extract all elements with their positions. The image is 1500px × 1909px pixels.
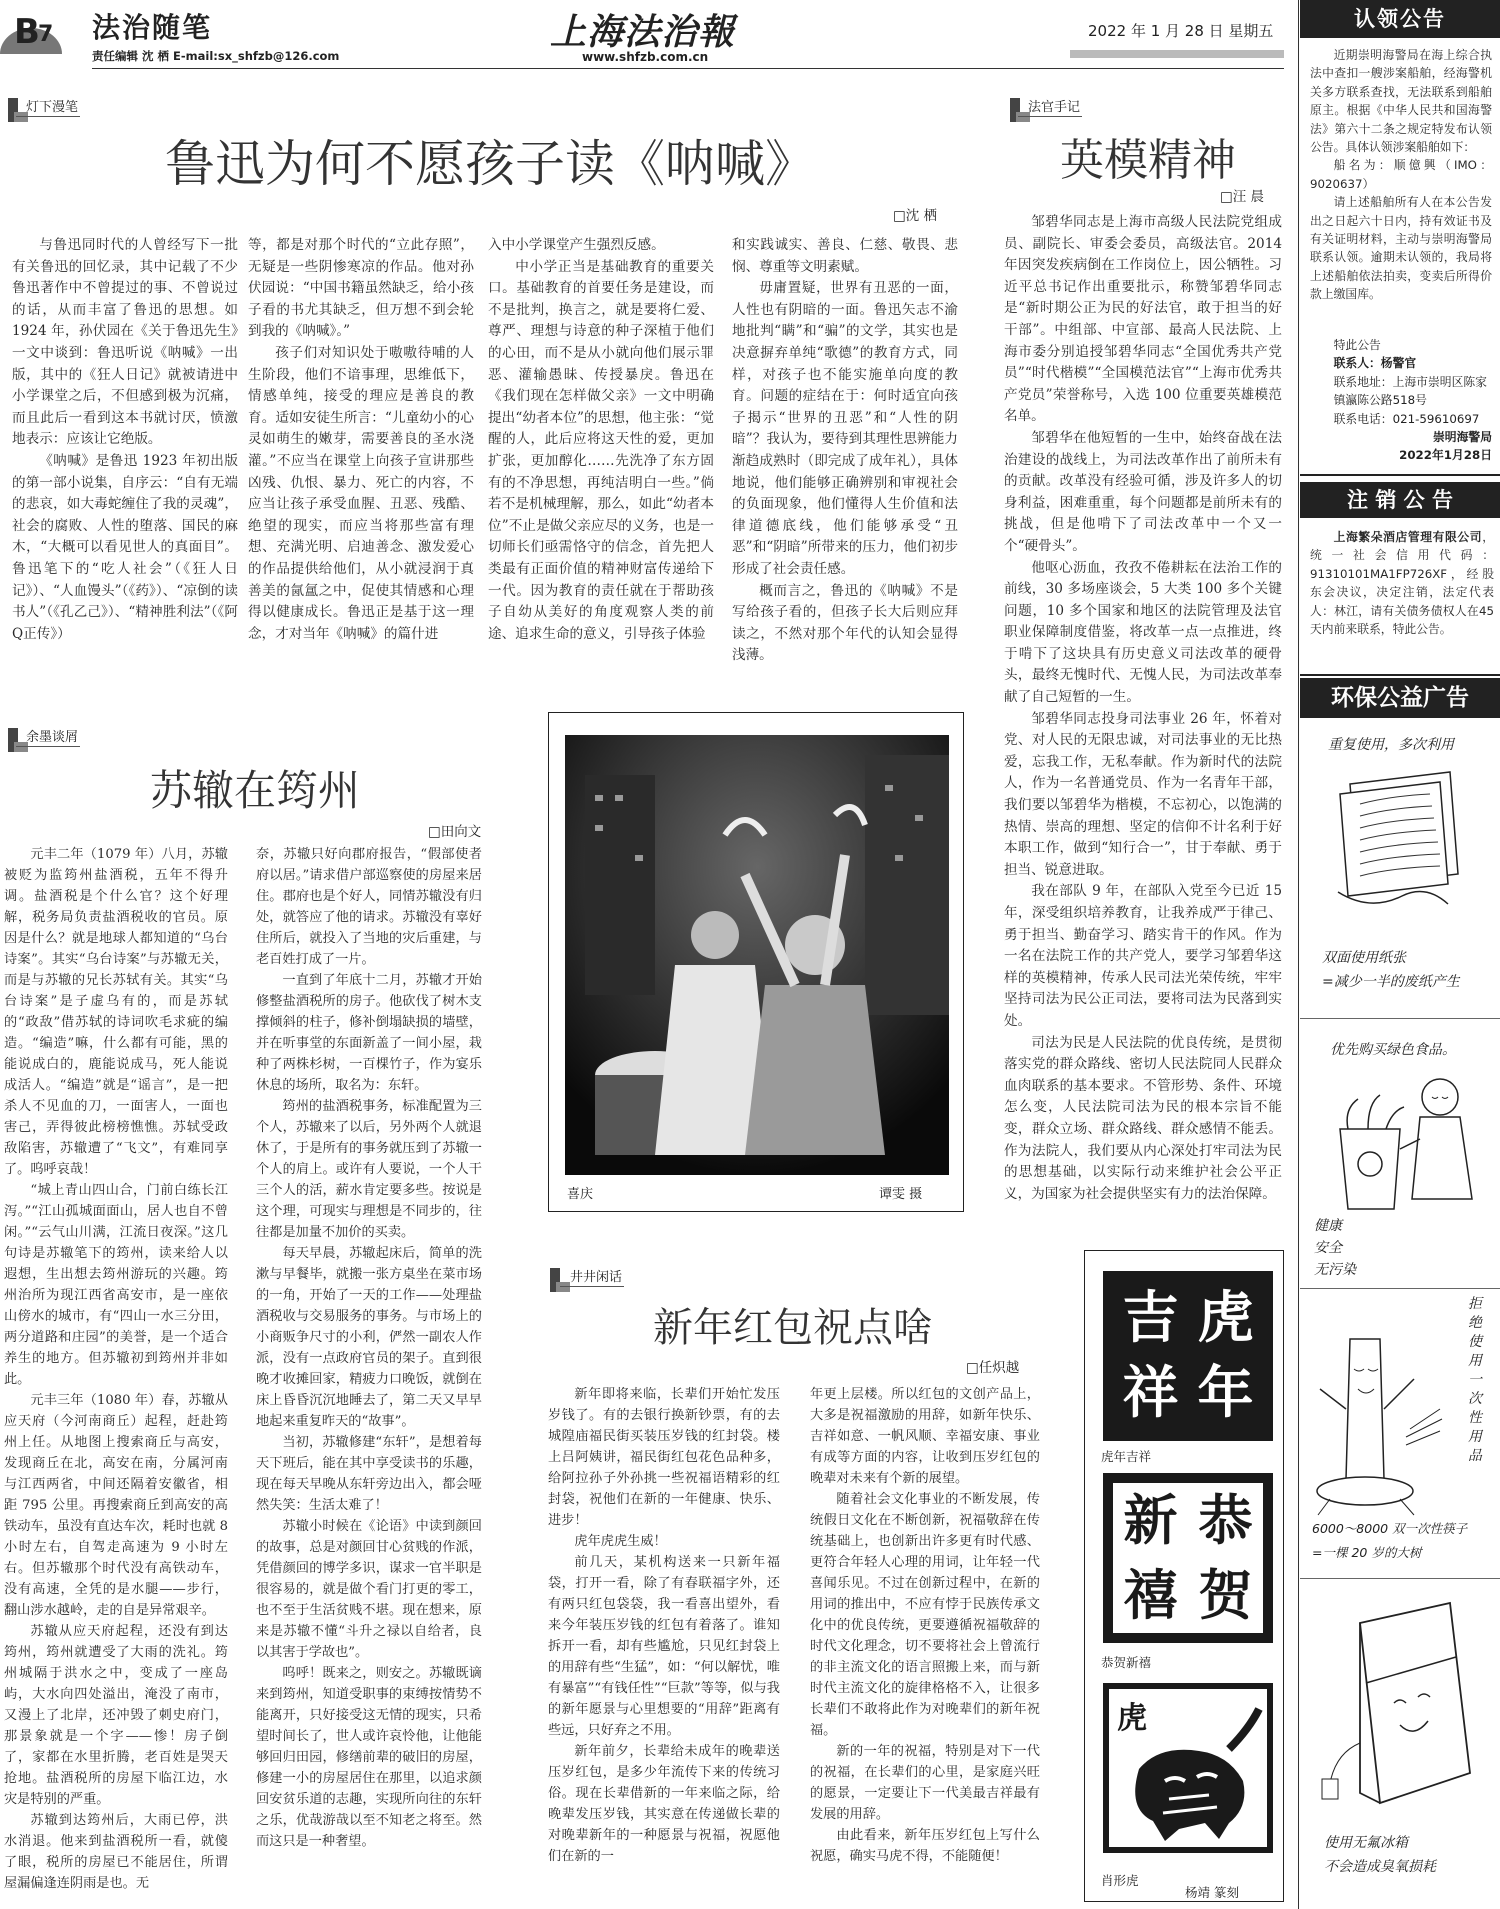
notice-title-bar: 注 销 公 告	[1300, 482, 1500, 518]
shopping-person-icon	[1320, 1069, 1490, 1219]
notice-contact: 特此公告 联系人：杨警官 联系地址：上海市崇明区陈家镇瀛陈公路518号 联系电话：021-59610697 崇明海警局 2022年1月28日	[1333, 338, 1492, 463]
notice-cancel	[1300, 474, 1500, 664]
section-title: 法治随笔	[92, 11, 213, 44]
article-column-1: 元丰二年（1079 年）八月，苏辙被贬为监筠州盐酒税，五年不得升调。盐酒税是个什么官？这个好理解，税务局负责盐酒税收的官员。原因是什么？就是地球人都知道的“乌台诗案”。其实“乌台诗案”与苏辙无关，而是与苏辙的兄长苏轼有关。其实“乌台诗案”是子虚乌有的，而是苏轼的“政敌”借苏轼的诗词吹毛求疵的编造。“编造”嘛，什么都有可能，黑的能说成白的，鹿能说成马，死人能说成活人。“编造”就是“谣言”，是一把杀人不见血的刀，一面害人，一面也害己，弄得彼此榜榜憔憔。苏轼受政敌陷害，苏辙遭了“飞文”，有难同享了。呜呼哀哉！ “城上青山四山合，门前白练长江泻。”“江山孤城面面山，居人也自不曾闲。”“云气山川满，江流日夜深。”这几句诗是苏辙笔下的筠州，读来给人以遐想，生出想去筠州游玩的兴趣。筠州治所为现江西省高安市，是一座依山傍水的城市，有“四山一水三分田，两分道路和庄园”的美誉，是一个适合养生的地方。但苏辙初到筠州并非如此。 元丰三年（1080 年）春，苏辙从应天府（今河南商丘）起程，赶赴筠州上任。从地图上搜索商丘与高安，发现商丘在北，高安在南，分属河南与江西两省，中间还隔着安徽省，相距 795 公里。再搜索商丘到高安的高铁动车，虽没有直达车次，耗时也就 8 小时左右，自驾走高速为 9 小时左右。但苏辙那个时代没有高铁动车，没有高速，全凭的是水腿——步行，翻山涉水越岭，走的自是异常艰辛。 苏辙从应天府起程，还没有到达筠州，筠州就遭受了大雨的洗礼。筠州城隔于洪水之中，变成了一座岛屿，大水向四处溢出，淹没了南市，又漫上了北岸，还冲毁了刺史府门，那景象就是一个字——惨！房子倒了，家都在水里折腾，老百姓是哭天抢地。盐酒税所的房屋下临江边，水灾是特别的严重。 苏辙到达筠州后，大雨已停，洪水消退。他来到盐酒税所一看，就傻了眼，税所的房屋已不能居住，所谓屋漏偏逢连阴雨是也。无	[4, 847, 228, 1891]
ad-panel-fridge: 使用无氟冰箱 不会造成臭氧损耗	[1300, 1579, 1500, 1909]
article-title: 英模精神	[1060, 135, 1236, 186]
article-title: 鲁迅为何不愿孩子读《呐喊》	[165, 135, 815, 193]
notice-claim	[1300, 0, 1500, 470]
page-letter: B	[14, 12, 40, 52]
ad-panel-paper: 重复使用，多次利用 双面使用纸张 =减少一半的废纸产生	[1300, 724, 1500, 1019]
article-title: 新年红包祝点啥	[653, 1305, 933, 1351]
masthead: 上海法治報	[550, 11, 736, 53]
page-number: 7	[38, 22, 54, 47]
ad-title-bar: 环保公益广告	[1300, 678, 1500, 718]
seal-1-caption: 虎年吉祥	[1101, 1449, 1152, 1464]
eco-ad	[1300, 674, 1500, 1909]
photo-credit: 谭雯 摄	[879, 1187, 923, 1202]
article-author: □田向文	[428, 824, 482, 840]
paper-sheets-icon	[1330, 764, 1470, 914]
article-author: □沈 栖	[893, 208, 938, 224]
fridge-icon	[1320, 1593, 1490, 1823]
article-column-3: 入中小学课堂产生强烈反感。 中小学正当是基础教育的重要关口。基础教育的首要任务是建设，而不是批判，换言之，就是要将仁爱、尊严、理想与诗意的种子深植于他们的心田，而不是从小就向他们展示罪恶、灌输愚昧、传授暴戾。鲁迅在《我们现在怎样做父亲》一文中明确提出“幼者本位”的思想，他主张：“觉醒的人，此后应将这天性的爱，更加扩张，更加醇化……先洗净了东方固有的不净思想，再纯洁明白一些。”倘若不是机械理解，那么，如此“幼者本位”不止是做父亲应尽的义务，也是一切师长们亟需恪守的信念，首先把人类最有正面价值的精神财富传递给下一代。因为教育的责任就在于帮助孩子自幼从美好的角度观察人类的前途、追求生命的意义，引导孩子体验	[488, 237, 714, 642]
photo-caption: 喜庆	[567, 1187, 594, 1202]
photo-frame	[548, 712, 964, 1212]
festival-photo	[565, 735, 949, 1175]
article-kicker: 余墨谈屑	[16, 726, 80, 747]
article-title: 苏辙在筠州	[150, 766, 361, 815]
ad-panel-green-food: 优先购买绿色食品。 健康 安全 无污染	[1300, 1019, 1500, 1289]
article-kicker: 井井闲话	[560, 1266, 624, 1287]
seal-carvings	[1084, 1250, 1284, 1902]
article-hero-spirit	[1000, 90, 1288, 1240]
seal-2: 恭 贺 新 禧	[1103, 1473, 1273, 1643]
article-lu-xun	[0, 90, 985, 680]
article-red-envelope	[548, 1260, 1068, 1909]
seal-3-caption: 肖形虎	[1101, 1873, 1139, 1888]
article-column-2: 等，都是对那个时代的“立此存照”，无疑是一些阴惨寒凉的作品。他对孙伏园说：“中国书籍虽然缺乏，给小孩子看的书尤其缺乏，但万想不到会轮到我的《呐喊》。” 孩子们对知识处于嗷嗷待哺的人生阶段，他们不谙事理，思维低下，情感单纯，接受的理应是善良的教育。适如安徒生所言：“儿童幼小的心灵如萌生的嫩芽，需要善良的圣水浇灌。”不应当在课堂上向孩子宣讲那些凶残、仇恨、暴力、死亡的内容，不应当让孩子承受血腥、丑恶、残酷、绝望的现实，而应当将那些富有理想、充满光明、启迪善念、激发爱心的作品提供给他们，从小就浸润于真善美的氤氲之中，促使其情感和心理得以健康成长。鲁迅正是基于这一理念，才对当年《呐喊》的篇什进	[248, 237, 474, 642]
notice-body: 近期崇明海警局在海上综合执法中查扣一艘涉案船舶，经海警机关多方联系查找，无法联系到船舶原主。根据《中华人民共和国海警法》第六十二条之规定特发布认领公告。具体认领涉案船舶如下： 船名为：顺億興（IMO：9020637） 请上述船舶所有人在本公告发出之日起六十日内，持有效证书及有关证明材料，主动与崇明海警局联系认领。逾期未认领的，我局将上述船舶依法拍卖，变卖后所得价款上缴国库。	[1310, 48, 1492, 302]
article-body: 邹碧华同志是上海市高级人民法院党组成员、副院长、审委会委员，高级法官。2014 年因突发疾病倒在工作岗位上，因公牺牲。习近平总书记作出重要批示，称赞邹碧华同志是“新时期公正为民的好法官，敢于担当的好干部”。中组部、中宣部、最高人民法院、上海市委分别追授邹碧华同志“全国优秀共产党员”“时代楷模”“全国模范法官”“上海市优秀共产党员”荣誉称号，入选 100 位重要英雄模范名单。 邹碧华在他短暂的一生中，始终奋战在法治建设的战线上，为司法改革作出了前所未有的贡献。改革没有经验可循，涉及许多人的切身利益，困难重重，每个问题都是前所未有的挑战，但是他啃下了司法改革中一个又一个“硬骨头”。 他呕心沥血，孜孜不倦耕耘在法治工作的前线，30 多场座谈会，5 大类 100 多个关键问题，10 多个国家和地区的法院管理及法官职业保障制度借鉴，将改革一点一点推进，终于啃下了这块具有历史意义司法改革的硬骨头，最终无愧时代、无愧人民，为司法改革奉献了自己短暂的一生。 邹碧华同志投身司法事业 26 年，怀着对党、对人民的无限忠诚，对司法事业的无比热爱，忘我工作，无私奉献。作为新时代的法院人，作为一名普通党员、作为一名青年干部，我们要以邹碧华为楷模，不忘初心，以饱满的热情、崇高的理想、坚定的信仰不计名利于好本职工作，做到“知行合一”，甘于奉献、勇于担当、锐意进取。 我在部队 9 年，在部队入党至今已近 15 年，深受组织培养教育，让我养成严于律己、勇于担当、勤奋学习、踏实肯干的作风。作为一名在法院工作的共产党人，要学习邹碧华这样的英模精神，传承人民司法光荣传统，牢牢坚持司法为民公正司法，要将司法为民落到实处。 司法为民是人民法院的优良传统，是贯彻落实党的群众路线、密切人民法院同人民群众血肉联系的基本要求。不管形势、条件、环境怎么变，人民法院司法为民的根本宗旨不能变，群众立场、群众路线、群众感情不能丢。作为法院人，我们要从内心深处打牢司法为民的思想基础，以实际行动来维护社会公平正义，为国家为社会提供坚实有力的法治保障。	[1004, 214, 1282, 1202]
seal-credit: 杨靖 篆刻	[1185, 1885, 1239, 1900]
article-author: □汪 晨	[1220, 189, 1265, 205]
seal-3: 虎	[1103, 1683, 1273, 1853]
issue-date: 2022 年 1 月 28 日 星期五	[1088, 22, 1274, 40]
article-su-zhe	[0, 720, 530, 1909]
seal-2-caption: 恭贺新禧	[1101, 1655, 1152, 1670]
seal-1: 虎 年 吉 祥	[1103, 1271, 1273, 1441]
ad-panel-chopsticks: 拒 绝 使 用 一 次 性 用 品 6000～8000 双一次性筷子 =一棵 20 岁的大树	[1300, 1289, 1500, 1579]
tree-stump-icon	[1310, 1319, 1450, 1519]
article-column-4: 和实践诚实、善良、仁慈、敬畏、悲悯、尊重等文明素赋。 毋庸置疑，世界有丑恶的一面，人性也有阴暗的一面。鲁迅矢志不渝地批判“瞒”和“骗”的文学，其实也是决意摒弃单纯“歌德”的教育方式，同样，对孩子也不能实施单向度的教育。问题的症结在于：何时适宜向孩子揭示“世界的丑恶”和“人性的阴暗”？我认为，要待到其理性思辨能力渐趋成熟时（即完成了成年礼），具体地说，他们能够正确辨别和审视社会的负面现象，他们懂得人生价值和法律道德底线，他们能够承受“丑恶”和“阴暗”所带来的压力，他们初步形成了社会责任感。 概而言之，鲁迅的《呐喊》不是写给孩子看的，但孩子长大后则应拜读之，不然对那个年代的认知会显得浅薄。	[732, 237, 958, 664]
article-column-1: 新年即将来临，长辈们开始忙发压岁钱了。有的去银行换新钞票，有的去城隍庙福民街买装压岁钱的红封袋。楼上吕阿姨讲，福民街红包花色品种多，给阿拉孙子外孙挑一些祝福语精彩的红封袋，祝他们在新的一年健康、快乐、进步！ 虎年虎虎生威！ 前几天，某机构送来一只新年福袋，打开一看，除了有春联福字外，还有两只红包袋袋，我一看喜出望外，看来今年装压岁钱的红包有着落了。谁知拆开一看，却有些尴尬，只见红封袋上的用辞有些“生猛”，如：“何以解忧，唯有暴富”“有钱任性”“巨款”等等，似与我的新年愿景与心里想要的“用辞”距离有些远，只好弃之不用。 新年前夕，长辈给未成年的晚辈送压岁红包，是多少年流传下来的传统习俗。现在长辈借新的一年来临之际，给晚辈发压岁钱，其实意在传递做长辈的对晚辈新年的一种愿景与祝福，祝愿他们在新的一	[548, 1387, 780, 1864]
notice-title-bar: 认领公告	[1300, 0, 1500, 38]
article-column-2: 年更上层楼。所以红包的文创产品上，大多是祝福激励的用辞，如新年快乐、吉祥如意、一帆风顺、幸福安康、事业有成等方面的内容，让收到压岁红包的晚辈对未来有个新的展望。 随着社会文化事业的不断发展，传统假日文化在不断创新，祝福敬辞在传统基础上，也创新出许多更有时代感、更符合年轻人心理的用词，让年轻一代喜闻乐见。不过在创新过程中，在新的用词的推出中，不应有悖于民族传承文化中的优良传统，更要遵循祝福敬辞的时代文化理念，切不要将社会上曾流行的非主流文化的语言照搬上来，而与新时代主流文化的旋律格格不入，让很多长辈们不敢将此作为对晚辈们的新年祝福。 新的一年的祝福，特别是对下一代的祝福，在长辈们的心里，是家庭兴旺的愿景，一定要让下一代美最吉祥最有发展的用辞。 由此看来，新年压岁红包上写什么祝愿，确实马虎不得，不能随便！	[810, 1387, 1040, 1864]
page-number-badge	[0, 10, 62, 54]
article-author: □任炽越	[966, 1360, 1020, 1376]
article-kicker: 灯下漫笔	[16, 96, 80, 117]
article-column-1: 与鲁迅同时代的人曾经写下一批有关鲁迅的回忆录，其中记载了不少鲁迅著作中不曾提过的事、不曾说过的话，从而丰富了鲁迅的思想。如 1924 年，孙伏园在《关于鲁迅先生》一文中谈到：鲁迅听说《呐喊》一出版，其中的《狂人日记》就被请进中小学课堂之后，不但感到极为沉痛，而且此后一看到这本书就讨厌，愤激地表示：应该让它绝版。 《呐喊》是鲁迅 1923 年初出版的第一部小说集，自序云：“自有无端的悲哀，如大毒蛇缠住了我的灵魂”，社会的腐败、人性的堕落、国民的麻木，“大概可以看见世人的真面目”。鲁迅笔下的“吃人社会”（《狂人日记》）、“人血馒头”（《药》）、“凉倒的读书人”（《孔乙己》）、“精神胜利法”（《阿Q正传》）	[12, 237, 238, 642]
article-kicker: 法官手记	[1018, 96, 1082, 117]
article-column-2: 奈，苏辙只好向郡府报告，“假部使者府以居。”请求借户部巡察使的房屋来居住。郡府也是个好人，同情苏辙没有归处，就答应了他的请求。苏辙没有辜好住所后，就投入了当地的灾后重建，与老百姓打成了一片。 一直到了年底十二月，苏辙才开始修整盐酒税所的房子。他砍伐了树木支撑倾斜的柱子，修补倒塌缺损的墙壁，并在听事堂的东面新盖了一间小屋，栽种了两株杉树，一百棵竹子，作为宴乐休息的场所，取名为：东轩。 筠州的盐酒税事务，标准配置为三个人，苏辙来了以后，另外两个人就退休了，于是所有的事务就压到了苏辙一个人的肩上。或许有人要说，一个人干三个人的活，薪水肯定要多些。按说是这个理，可现实与理想是不同步的，往往都是加量不加价的买卖。 每天早晨，苏辙起床后，简单的洗漱与早餐毕，就搬一张方桌坐在菜市场的一角，开始了一天的工作——处理盐酒税收与交易服务的事务。与市场上的小商贩争尺寸的小利，俨然一副农人作派，没有一点政府官员的架子。直到很晚才收摊回家，精疲力口晚饭，就倒在床上昏昏沉沉地睡去了，第二天又早早地起来重复昨天的“故事”。 当初，苏辙修建“东轩”，是想着每天下班后，能在其中享受读书的乐趣，现在每天早晚从东轩旁边出入，都会哑然失笑：生活太难了！ 苏辙小时候在《论语》中读到颜回的故事，总是对颜回甘心贫贱的作派，凭借颜回的博学多识，谋求一官半职是很容易的，就是做个看门打更的零工，也不至于生活贫贱不堪。现在想来，原来是苏辙不懂“斗升之禄以自给者，良以其害于学故也”。 呜呼！既来之，则安之。苏辙既谪来到筠州，知道受职事的束缚按情势不能离开，只好接受这无情的现实，只希望时间长了，世人或许哀怜他，让他能够回归田园，修缮前辈的破旧的房屋，修建一小的房屋居住在那里，以追求颜回安贫乐道的志趣，实现所向往的东轩之乐，优哉游哉以至不知老之将至。然而这只是一种奢望。	[256, 847, 482, 1849]
notice-body: 上海繁朵酒店管理有限公司，统一社会信用代码：91310101MA1FP726XF，经股东会决议，决定注销，法定代表人：林江，请有关债务债权人在45天内前来联系，特此公告。	[1310, 530, 1494, 637]
editor-line: 责任编辑 沈 栖 E-mail:sx_shfzb@126.com	[92, 49, 340, 63]
page-header	[0, 0, 1290, 70]
photo-image[interactable]	[565, 735, 949, 1175]
website: www.shfzb.com.cn	[582, 50, 709, 64]
